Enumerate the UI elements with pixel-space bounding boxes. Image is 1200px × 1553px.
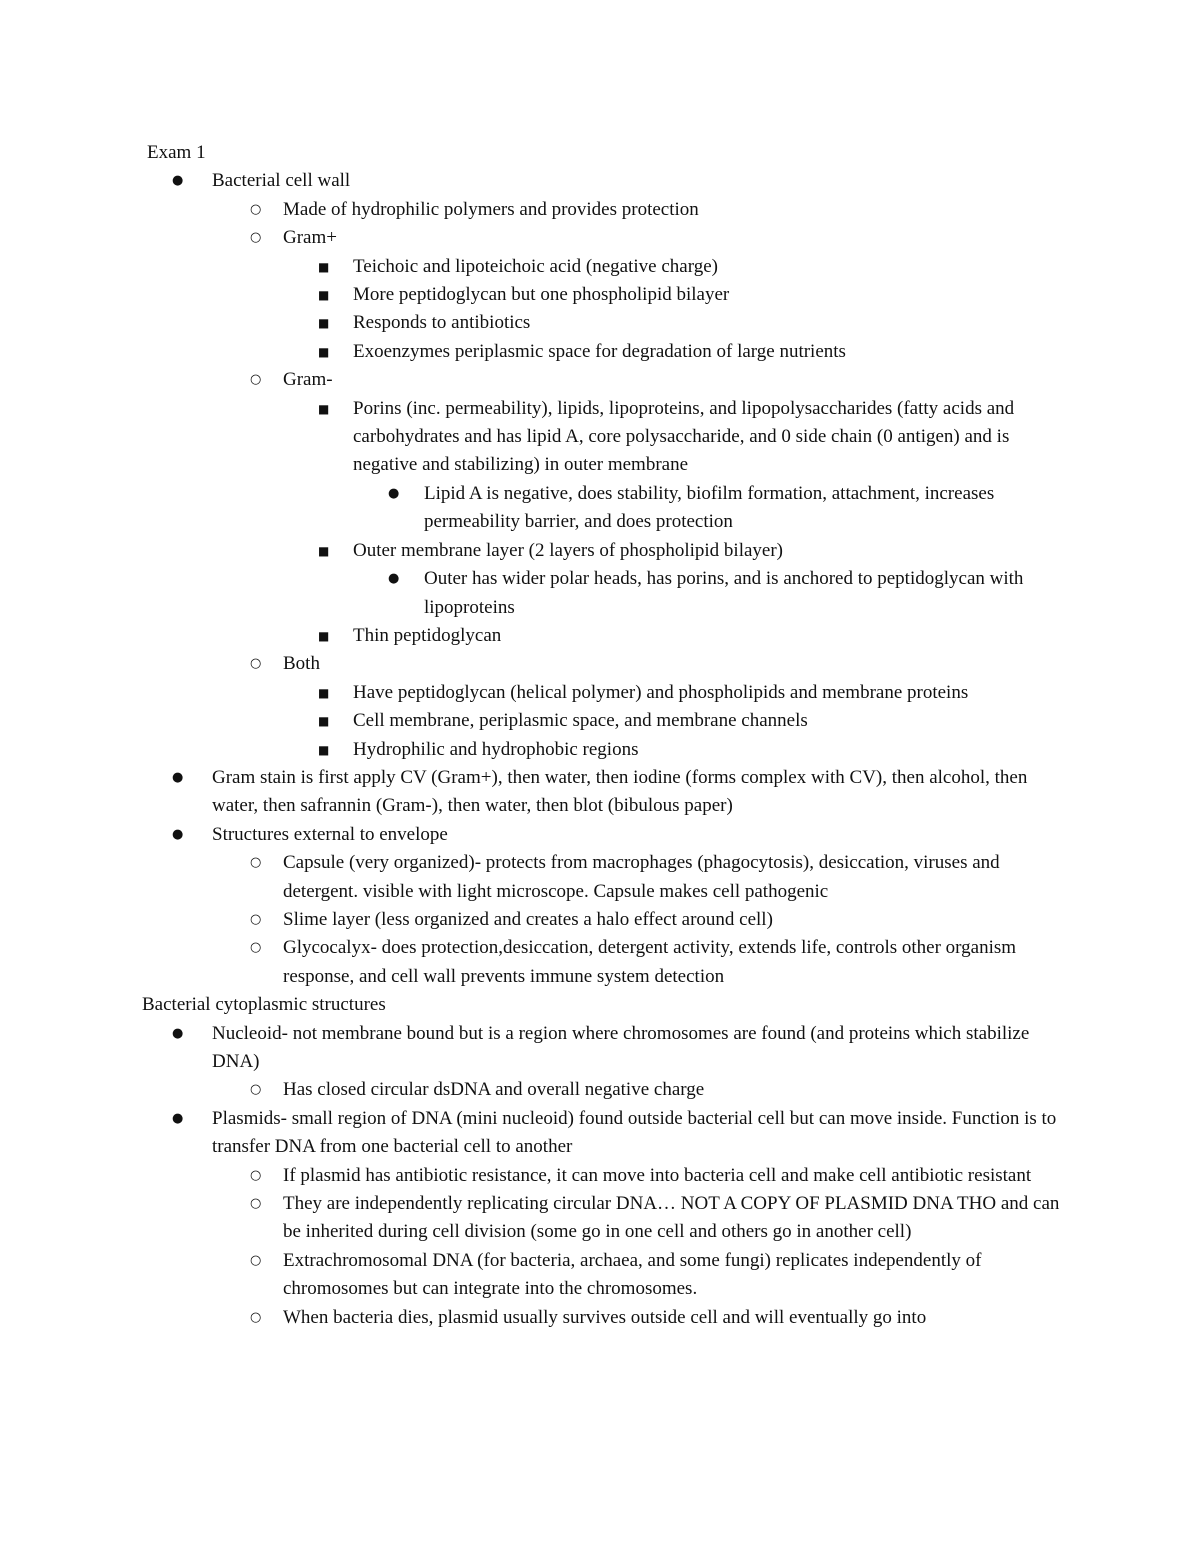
circle-bullet-icon: ○ — [250, 940, 262, 956]
circle-bullet-icon: ○ — [250, 201, 262, 217]
square-bullet-icon: ■ — [318, 714, 330, 729]
circle-bullet-icon: ○ — [250, 855, 262, 871]
list-item: ○ Capsule (very organized)- protects from macrophages (phagocytosis), desiccation, viruses and detergent. visible with light microscope. Capsule makes cell pathogenic — [142, 849, 1072, 906]
list-item: ● Nucleoid- not membrane bound but is a region where chromosomes are found (and proteins which stabilize DNA) ○ Has closed circular dsDNA and overall negative charge — [142, 1020, 1072, 1105]
square-bullet-icon: ■ — [318, 628, 330, 643]
list-item: ■ Hydrophilic and hydrophobic regions — [142, 736, 1072, 764]
bullet-icon: ● — [388, 485, 400, 501]
square-bullet-icon: ■ — [318, 543, 330, 558]
list-item: ● Gram stain is first apply CV (Gram+), then water, then iodine (forms complex with CV), then alcohol, then water, then safrannin (Gram-), then water, then blot (bibulous paper) — [142, 764, 1072, 821]
square-bullet-icon: ■ — [318, 288, 330, 303]
list-item: ■ Teichoic and lipoteichoic acid (negative charge) — [142, 253, 1072, 281]
page-title: Exam 1 — [147, 142, 206, 163]
sub-list — [142, 480, 1072, 537]
list-item: ○ Extrachromosomal DNA (for bacteria, archaea, and some fungi) replicates independently of chromosomes but can integrate into the chromosomes. — [142, 1247, 1072, 1304]
list-item: ○ Slime layer (less organized and creates a halo effect around cell) — [142, 906, 1072, 934]
bullet-list — [142, 1020, 1072, 1332]
list-item: ■ Cell membrane, periplasmic space, and membrane channels — [142, 707, 1072, 735]
square-bullet-icon: ■ — [318, 259, 330, 274]
list-item: ■ Responds to antibiotics — [142, 309, 1072, 337]
square-bullet-icon: ■ — [318, 316, 330, 331]
circle-bullet-icon: ○ — [250, 1082, 262, 1098]
list-item: ○ If plasmid has antibiotic resistance, it can move into bacteria cell and make cell antibiotic resistant — [142, 1162, 1072, 1190]
circle-bullet-icon: ○ — [250, 911, 262, 927]
list-item: ● Lipid A is negative, does stability, biofilm formation, attachment, increases permeability barrier, and does protection — [142, 480, 1072, 537]
bullet-icon: ● — [172, 826, 184, 842]
circle-bullet-icon: ○ — [250, 1309, 262, 1325]
section-heading: Bacterial cytoplasmic structures — [142, 994, 386, 1016]
circle-bullet-icon: ○ — [250, 1167, 262, 1183]
circle-bullet-icon: ○ — [250, 1252, 262, 1268]
list-item: ■ Have peptidoglycan (helical polymer) and phospholipids and membrane proteins — [142, 679, 1072, 707]
sub-list — [142, 1076, 1072, 1104]
notes-content — [142, 139, 1072, 1332]
circle-bullet-icon: ○ — [250, 1196, 262, 1212]
bullet-list — [142, 167, 1072, 991]
list-item: ○ Gram- ■ Porins (inc. permeability), lipids, lipoproteins, and lipopolysaccharides (fatty acids and carbohydrates and has lipid A, core polysaccharide, and 0 side chain (0 antigen) and is negative and stabilizing) in outer membrane ● Lipid A is negative, does stability, biofilm formation, attachment, increases permeability barrier, and does protection ■ Outer membrane layer (2 layers of phospholipid bilayer) ● Outer has wider polar heads, has porins, and is anchored to peptidoglycan with lipoproteins ■ Thin peptidoglycan — [142, 366, 1072, 650]
bullet-icon: ● — [172, 1025, 184, 1041]
square-bullet-icon: ■ — [318, 344, 330, 359]
list-item: ■ Thin peptidoglycan — [142, 622, 1072, 650]
list-item: ○ Both ■ Have peptidoglycan (helical polymer) and phospholipids and membrane proteins ■ Cell membrane, periplasmic space, and membrane channels ■ Hydrophilic and hydrophobic regions — [142, 650, 1072, 764]
list-item: ○ Glycocalyx- does protection,desiccation, detergent activity, extends life, controls other organism response, and cell wall prevents immune system detection — [142, 934, 1072, 991]
list-item: ■ Outer membrane layer (2 layers of phospholipid bilayer) ● Outer has wider polar heads, has porins, and is anchored to peptidoglycan with lipoproteins — [142, 537, 1072, 622]
bullet-icon: ● — [172, 769, 184, 785]
list-item: ● Plasmids- small region of DNA (mini nucleoid) found outside bacterial cell but can move inside. Function is to transfer DNA from one bacterial cell to another ○ If plasmid has antibiotic resistance, it can move into bacteria cell and make cell antibiotic resistant ○ They are independently replicating circular DNA… NOT A COPY OF PLASMID DNA THO and can be inherited during cell division (some go in one cell and others go in another cell) ○ Extrachromosomal DNA (for bacteria, archaea, and some fungi) replicates independently of chromosomes but can integrate into the chromosomes. ○ When bacteria dies, plasmid usually survives outside cell and will eventually go into — [142, 1105, 1072, 1332]
list-item: ■ Exoenzymes periplasmic space for degradation of large nutrients — [142, 338, 1072, 366]
bullet-icon: ● — [172, 173, 184, 189]
list-item: ● Bacterial cell wall ○ Made of hydrophilic polymers and provides protection ○ Gram+ ■ Teichoic and lipoteichoic acid (negative charge) ■ More peptidoglycan but one phospholipid bilayer ■ Responds to antibiotics ■ Exoenzymes periplasmic space for degradation of large nutrients ○ Gram- ■ Porins (inc. permeability), lipids, lipoproteins, and lipopolysaccharides (fatty acids and carbohydrates and has lipid A, core polysaccharide, and 0 side chain (0 antigen) and is negative and stabilizing) in outer membrane ● Lipid A is negative, does stability, biofilm formation, attachment, increases permeability barrier, and does protection ■ Outer membrane layer (2 layers of phospholipid bilayer) ● Outer has wider polar heads, has porins, and is anchored to peptidoglycan with lipoproteins ■ Thin peptidoglycan ○ Both ■ Have peptidoglycan (helical polymer) and phospholipids and membrane proteins ■ Cell membrane, periplasmic space, and membrane channels ■ Hydrophilic and hydrophobic regions — [142, 167, 1072, 764]
sub-list — [142, 565, 1072, 622]
circle-bullet-icon: ○ — [250, 656, 262, 672]
list-item: ○ Has closed circular dsDNA and overall negative charge — [142, 1076, 1072, 1104]
sub-list — [142, 1162, 1072, 1332]
square-bullet-icon: ■ — [318, 401, 330, 416]
sub-list — [142, 849, 1072, 991]
list-item: ● Outer has wider polar heads, has porins, and is anchored to peptidoglycan with lipoproteins — [142, 565, 1072, 622]
list-item: ■ More peptidoglycan but one phospholipid bilayer — [142, 281, 1072, 309]
sub-list — [142, 253, 1072, 367]
sub-list — [142, 196, 1072, 764]
bullet-icon: ● — [388, 571, 400, 587]
list-item: ○ Gram+ ■ Teichoic and lipoteichoic acid (negative charge) ■ More peptidoglycan but one phospholipid bilayer ■ Responds to antibiotics ■ Exoenzymes periplasmic space for degradation of large nutrients — [142, 224, 1072, 366]
list-item: ○ When bacteria dies, plasmid usually survives outside cell and will eventually go into — [142, 1304, 1072, 1332]
list-item: ■ Porins (inc. permeability), lipids, lipoproteins, and lipopolysaccharides (fatty acids and carbohydrates and has lipid A, core polysaccharide, and 0 side chain (0 antigen) and is negative and stabilizing) in outer membrane ● Lipid A is negative, does stability, biofilm formation, attachment, increases permeability barrier, and does protection — [142, 395, 1072, 537]
square-bullet-icon: ■ — [318, 742, 330, 757]
square-bullet-icon: ■ — [318, 685, 330, 700]
list-item: ○ They are independently replicating circular DNA… NOT A COPY OF PLASMID DNA THO and can be inherited during cell division (some go in one cell and others go in another cell) — [142, 1190, 1072, 1247]
bullet-icon: ● — [172, 1110, 184, 1126]
sub-list — [142, 395, 1072, 651]
circle-bullet-icon: ○ — [250, 230, 262, 246]
circle-bullet-icon: ○ — [250, 372, 262, 388]
list-item: ○ Made of hydrophilic polymers and provides protection — [142, 196, 1072, 224]
sub-list — [142, 679, 1072, 764]
list-item: ● Structures external to envelope ○ Capsule (very organized)- protects from macrophages (phagocytosis), desiccation, viruses and detergent. visible with light microscope. Capsule makes cell pathogenic ○ Slime layer (less organized and creates a halo effect around cell) ○ Glycocalyx- does protection,desiccation, detergent activity, extends life, controls other organism response, and cell wall prevents immune system detection — [142, 821, 1072, 991]
